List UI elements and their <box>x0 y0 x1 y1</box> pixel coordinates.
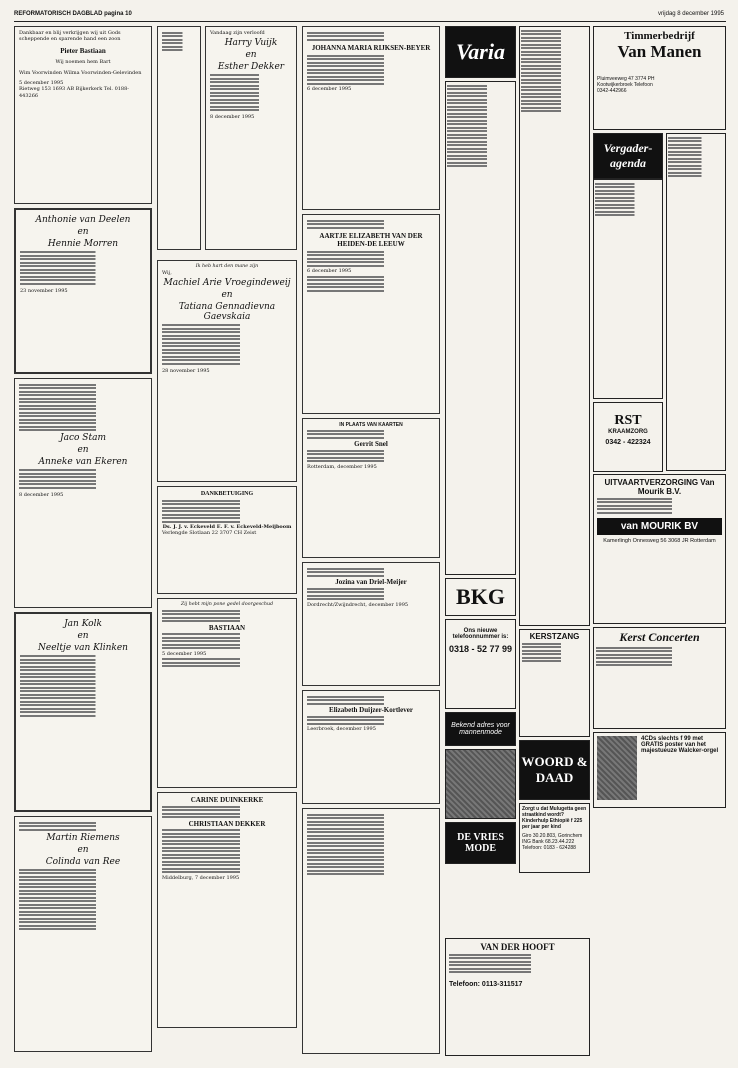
thanks-title: DANKBETUIGING <box>200 491 254 497</box>
kerstzang-ad <box>519 629 590 737</box>
bastiaan-date: 5 december 1995 <box>162 650 207 657</box>
rijksen-date: 6 december 1995 <box>307 86 352 92</box>
death-notice-snel <box>302 418 440 558</box>
wedding-announcement-4 <box>14 816 152 1052</box>
fiance-name: Harry Vuijk <box>224 38 278 49</box>
birth-announcement <box>14 26 152 204</box>
birth-address: Rietweg 153 1693 AB Bijkerkerk Tel. 0188-443266 <box>19 86 129 99</box>
bekend-text: Bekend adres voor mannenmode <box>451 722 510 736</box>
groom-name-2: Jaco Stam <box>60 433 106 443</box>
death-notice-dekker <box>157 792 297 1028</box>
dekker-date: Middelburg, 7 december 1995 <box>162 874 240 881</box>
kerst-concerten-ad <box>593 627 726 729</box>
column-2 <box>157 26 297 1032</box>
wedding-announcement-2 <box>14 378 152 608</box>
and-word-4: en <box>77 844 89 855</box>
column-4 <box>445 26 516 867</box>
bride-name-3: Neeltje van Klinken <box>38 643 128 653</box>
mannenmode-photo <box>445 749 516 819</box>
rijksen-name: JOHANNA MARIA RIJKSEN-BEYER <box>311 43 431 52</box>
carine-duinkerke: CARINE DUINKERKE <box>190 796 264 804</box>
duijzer-name: Elizabeth Duijzer-Kortlever <box>329 706 413 714</box>
phone-lead: Ons nieuwe telefoonnummer is: <box>452 628 509 640</box>
walcker-text: 4CDs slechts f 99 met GRATIS poster van het majestueuze Walcker-orgel <box>641 736 719 754</box>
fiancee-name: Esther Dekker <box>217 62 285 73</box>
in-plaats-van-kaarten: IN PLAATS VAN KAARTEN <box>339 422 403 428</box>
mourik-logo: van MOURIK BV <box>597 518 722 535</box>
hooft-phone: Telefoon: 0113-311517 <box>449 981 523 988</box>
bride-name-c2: Tatiana Gennadievna Gaevskaia <box>178 302 276 323</box>
baby-name: Pieter Bastiaan <box>60 46 106 55</box>
groom-name-4: Martin Riemens <box>46 832 120 843</box>
timmerbedrijf-ad <box>593 26 726 130</box>
driel-name: Jozina van Driel-Meijer <box>335 578 407 586</box>
wedding-date-1: 23 november 1995 <box>20 287 68 294</box>
death-notice-duijzer <box>302 690 440 804</box>
vergader-agenda-header <box>593 133 663 179</box>
hooft-title: VAN DER HOOFT <box>480 942 555 952</box>
verse-2: Zij hebt mijn pone gedel doorgeschud <box>180 602 274 607</box>
engagement-date: 8 december 1995 <box>210 114 255 121</box>
groom-name: Anthonie van Deelen <box>35 215 131 225</box>
thanks-signature: Ds. J. J. v. Eckeveld E. F. v. Eckeveld-Meijboom <box>162 524 292 530</box>
birth-date: 5 december 1995 <box>19 80 64 87</box>
vergader-list-left <box>593 179 663 399</box>
kerstzang-title: KERSTZANG <box>529 632 580 641</box>
duijzer-place: Leerbroek, december 1995 <box>307 726 376 732</box>
de-vries-mode <box>445 822 516 864</box>
timmer-address: Pluimveeweg 47 3774 PH Kootwijkerbroek Telefoon 0342-442966 <box>597 76 655 94</box>
bkg-logo <box>445 578 516 616</box>
rst-text: RST <box>614 413 642 428</box>
and-word-2: en <box>77 445 89 455</box>
driel-place: Dordrecht/Zwijndrecht, december 1995 <box>307 601 409 608</box>
wedding-announcement-1 <box>14 208 152 374</box>
mourik-address: Kamerlingh Onnesweg 56 3068 JR Rotterdam <box>603 537 716 544</box>
death-notice-col3-bottom <box>302 808 440 1054</box>
vergader-list-right <box>666 133 726 471</box>
and-word: en <box>77 227 89 237</box>
thanks-notice <box>157 486 297 594</box>
woord-daad-text: WOORD & DAAD <box>521 754 588 785</box>
death-notice-van-driel <box>302 562 440 686</box>
bkg-phone-ad <box>445 619 516 709</box>
groom-name-3: Jan Kolk <box>64 619 102 629</box>
engagement-lead: Vandaag zijn verloofd <box>210 30 265 36</box>
kinderhulp-ad <box>519 803 590 873</box>
wedding-announcement-col2 <box>157 260 297 482</box>
and-word-c2: en <box>221 290 233 301</box>
column-3 <box>302 26 440 1058</box>
vergader-title: Vergader-agenda <box>603 141 653 170</box>
death-notice-van-der-heiden <box>302 214 440 414</box>
bride-name-4: Colinda van Ree <box>45 856 121 867</box>
bride-name: Hennie Morren <box>47 239 119 249</box>
kinderhulp-text: Zorgt u dat Mulugetta geen straatkind wordt? Kinderhulp Ethiopië f 225 per jaar per kind <box>522 806 587 830</box>
walcker-orgel-ad <box>593 732 726 808</box>
page-header <box>14 9 724 21</box>
groom-name-c2: Machiel Arie Vroegindeweij <box>163 278 291 289</box>
snel-place: Rotterdam, december 1995 <box>307 463 377 470</box>
timmer-name: Van Manen <box>617 42 702 61</box>
uitvaart-ad <box>593 474 726 624</box>
deceased-bastiaan: BASTIAAN <box>208 623 246 632</box>
woord-daad-logo <box>519 740 590 800</box>
engagement-announcement <box>205 26 297 250</box>
de-vries-text: DE VRIES MODE <box>457 832 504 854</box>
baby-nickname: Wij noemen hem Bart <box>55 58 111 65</box>
header-rule <box>14 21 726 22</box>
church-services-col5 <box>519 26 590 626</box>
uitvaart-title: UITVAARTVERZORGING Van Mourik B.V. <box>604 478 715 496</box>
wedding-date-2: 8 december 1995 <box>19 491 64 498</box>
bekend-adres <box>445 712 516 746</box>
church-services-col4 <box>445 81 516 575</box>
and-word-e: en <box>245 50 257 61</box>
header-left: REFORMATORISCH DAGBLAD pagina 10 <box>14 11 132 17</box>
verse-1: Ik heb hart den mane zijn <box>195 264 259 269</box>
we-word: Wij, <box>162 270 172 276</box>
column-6 <box>593 26 726 811</box>
bkg-text: BKG <box>456 584 505 609</box>
wedding-announcement-3 <box>14 612 152 812</box>
and-word-3: en <box>77 631 89 641</box>
bride-name-2: Anneke van Ekeren <box>38 457 128 467</box>
kraamzorg-text: KRAAMZORG <box>608 429 648 435</box>
kraamzorg-phone: 0342 - 422324 <box>605 439 651 446</box>
death-notice-bastiaan <box>157 598 297 788</box>
varia-title: Varia <box>456 39 505 64</box>
bkg-phone: 0318 - 52 77 99 <box>448 644 513 654</box>
header-right: vrijdag 8 december 1995 <box>657 11 724 17</box>
heiden-date: 6 december 1995 <box>307 268 352 274</box>
thanks-address: Verlengde Slotlaan 22 3707 CH Zeist <box>162 530 257 537</box>
kinderhulp-giro: Giro 30.20.803, Gorinchem ING Bank 68.23.44.222 Telefoon: 0183 - 624288 <box>522 833 583 851</box>
van-der-hooft-ad <box>445 938 590 1056</box>
column-1 <box>14 26 152 1056</box>
parents: Wim Voorwinden Wilma Voorwinden-Gelevinden <box>19 69 142 76</box>
snel-name: Gerrit Snel <box>354 440 388 449</box>
birth-lead: Dankbaar en blij verkrijgen wij uit Gods scheppende en sparende hand een zoon <box>19 30 121 43</box>
timmer-title: Timmerbedrijf <box>624 30 695 42</box>
rst-kraamzorg-ad <box>593 402 663 472</box>
varia-header <box>445 26 516 78</box>
heiden-name: AARTJE ELIZABETH VAN DER HEIDEN-DE LEEUW <box>319 231 423 248</box>
christiaan-dekker: CHRISTIAAN DEKKER <box>188 819 266 828</box>
column-5 <box>519 26 590 876</box>
wedding-date-c2: 28 november 1995 <box>162 367 210 374</box>
death-notice-rijksen <box>302 26 440 210</box>
engagement-left <box>157 26 201 250</box>
kerst-title: Kerst Concerten <box>619 630 700 644</box>
